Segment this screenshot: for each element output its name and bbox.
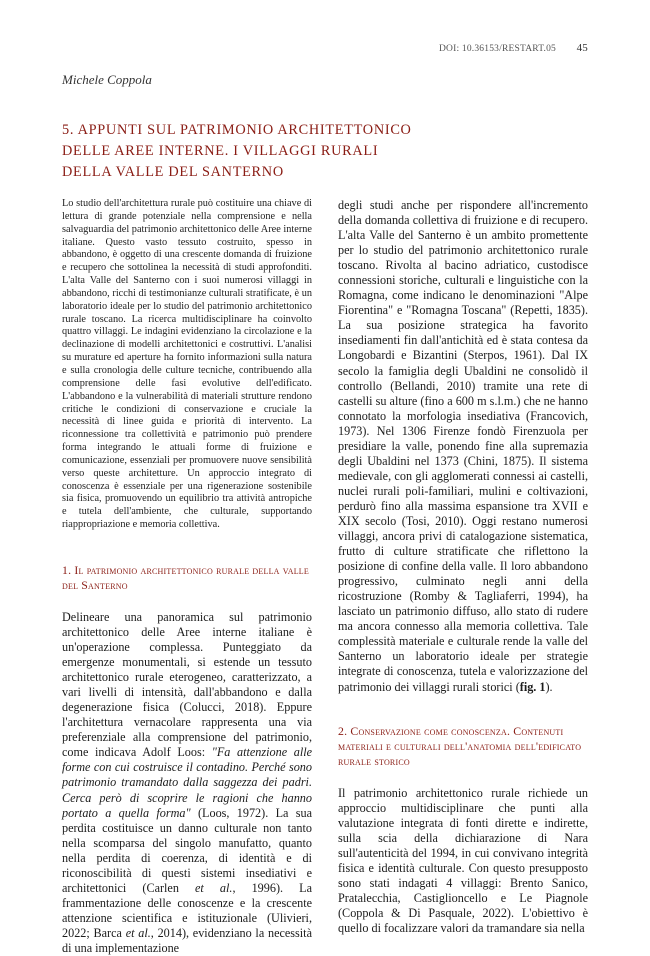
- page-header: [439, 42, 588, 54]
- section-1-continuation: degli studi anche per rispondere all'incremento della domanda collettiva di fruizione e di recupero. L'alta Valle del Santerno è un ambito promettente per lo studio del patrimonio architettonico rurale toscano. Rivolta al bacino adriatico, custodisce connessioni storiche, culturali e linguistiche con la Romagna, come indicano le denominazioni "Alpe Fiorentina" e "Romagna Toscana" (Repetti, 1835). La sua posizione strategica ha favorito insediamenti fin dall'antichità ed è stata contesa da Longobardi e Bizantini (Sterpos, 1961). Dal IX secolo la famiglia degli Ubaldini ne consolidò il controllo (Bellandi, 2010) tramite una rete di castelli su alture (fino a 600 m s.l.m.) che ne hanno connotato la morfologia insediativa (Francovich, 1973). Nel 1306 Firenze fondò Firenzuola per presidiare la valle, ponendo fine alla supremazia degli Ubaldini nel 1373 (Chini, 1875). Il sistema medievale, con gli agglomerati connessi ai castelli, nuclei rurali poli-familiari, mulini e coltivazioni, perdurò fino alla massima espansione tra XVII e XIX secolo (Tosi, 2010). Oggi restano numerosi villaggi, ancora privi di catalogazione sistematica, frutto di culture stratificate che riflettono la posizione di confine della valle. Il loro abbandono progressivo, culminato negli anni della ricostruzione (Romby & Tagliaferri, 1994), ha lasciato un patrimonio diffuso, allo stato di rudere ma ancora connesso alla memoria collettiva. Tale complessità materiale e culturale rende la valle del Santerno un laboratorio ideale per strategie integrate di conoscenza, tutela e valorizzazione del patrimonio dei villaggi rurali storici (fig. 1).: [338, 198, 588, 694]
- chapter-title-line-2: DELLE AREE INTERNE. I VILLAGGI RURALI: [62, 143, 379, 159]
- page-number: 45: [576, 42, 588, 54]
- right-column: [338, 198, 588, 936]
- section-1-heading: 1. Il patrimonio architettonico rurale della valle del Santerno: [62, 562, 309, 592]
- section-2-paragraph: Il patrimonio architettonico rurale richiede un approccio multidisciplinare che punti alla valutazione integrata di fonti dirette e indirette, sulla scia della dichiarazione di Nara sull'autenticità del 1994, in cui convivano integrità fisica e identità culturale. Con questo presupposto sono stati indagati 4 villaggi: Brento Sanico, Pratalecchia, Castiglioncello e Le Piagnole (Coppola & Di Pasquale, 2022). L'obiettivo è quello di focalizzare valori da tramandare sia nella: [338, 785, 588, 935]
- abstract: Lo studio dell'architettura rurale può costituire una chiave di lettura di grande potenziale nella comprensione e nella salvaguardia del patrimonio architettonico delle Aree interne italiane. Questo vasto tessuto costruito, spesso in abbandono, è oggetto di una crescente domanda di fruizione e recupero che sottolinea la necessità di studi approfonditi. L'alta Valle del Santerno con i suoi numerosi villaggi in abbandono, ricchi di testimonianze culturali stratificate, è un laboratorio ideale per lo studio del patrimonio architettonico rurale toscano. La ricerca multidisciplinare ha coinvolto quattro villaggi. Le indagini evidenziano la circolazione e la declinazione di modelli architettonici e costruttivi. L'analisi su murature ed aperture ha fornito informazioni sulla natura e sulla cronologia delle culture tecniche, contribuendo alla comprensione delle fasi evolutive dell'edificato. L'abbandono e la vulnerabilità di materiali strutture rendono critiche le condizioni di conservazione e cruciale la necessità di linee guida e priorità di intervento. La riconnessione tra collettività e patrimonio può prendere forma integrando le attuali forme di fruizione e comunicazione, essenziali per promuovere nuove sensibilità verso queste architetture. Un approccio integrato di conoscenza è essenziale per una rigenerazione sostenibile sia fisica, promuovendo un equilibrio tra attività antropiche e tutela dell'ambiente, che culturale, supportando riappropriazione e memoria collettiva.: [62, 198, 312, 531]
- doi: DOI: 10.36153/RESTART.05: [438, 44, 557, 54]
- author-name: Michele Coppola: [62, 72, 152, 87]
- chapter-title-line-3: DELLA VALLE DEL SANTERNO: [62, 164, 284, 180]
- figure-reference: fig. 1: [519, 679, 546, 694]
- section-2-heading: 2. Conservazione come conoscenza. Contenuti materiali e culturali dell'anatomia dell'edificato rurale storico: [338, 723, 582, 768]
- left-column: [62, 198, 312, 956]
- loos-quote: "Fa attenzione alle forme con cui costruisce il contadino. Perché sono patrimonio tramandato dalla saggezza dei padri. Cerca però di scoprire le ragioni che hanno portato a quella forma": [62, 745, 313, 820]
- chapter-title: [62, 120, 482, 183]
- section-1-paragraph: Delineare una panoramica sul patrimonio architettonico delle Aree interne italiane è un'operazione complessa. Punteggiato da emergenze monumentali, si estende un tessuto architettonico rurale eterogeneo, caratterizzato, a vari livelli di intensità, dall'abbandono e dalla degenerazione fisica (Colucci, 2018). Eppure l'architettura vernacolare rappresenta una via preferenziale alla comprensione del patrimonio, come indicava Adolf Loos: "Fa attenzione alle forme con cui costruisce il contadino. Perché sono patrimonio tramandato dalla saggezza dei padri. Cerca però di scoprire le ragioni che hanno portato a quella forma" (Loos, 1972). La sua perdita costituisce un danno culturale non tanto nella scomparsa del singolo manufatto, quanto nella perdita di coerenza, di identità e di riconoscibilità di questi sistemi insediativi e architettonici (Carlen et al., 1996). La frammentazione delle conoscenze e la crescente attenzione scientifica e istituzionale (Ulivieri, 2022; Barca et al., 2014), evidenziano la necessità di una implementazione: [62, 609, 313, 955]
- chapter-title-line-1: 5. APPUNTI SUL PATRIMONIO ARCHITETTONICO: [62, 122, 412, 138]
